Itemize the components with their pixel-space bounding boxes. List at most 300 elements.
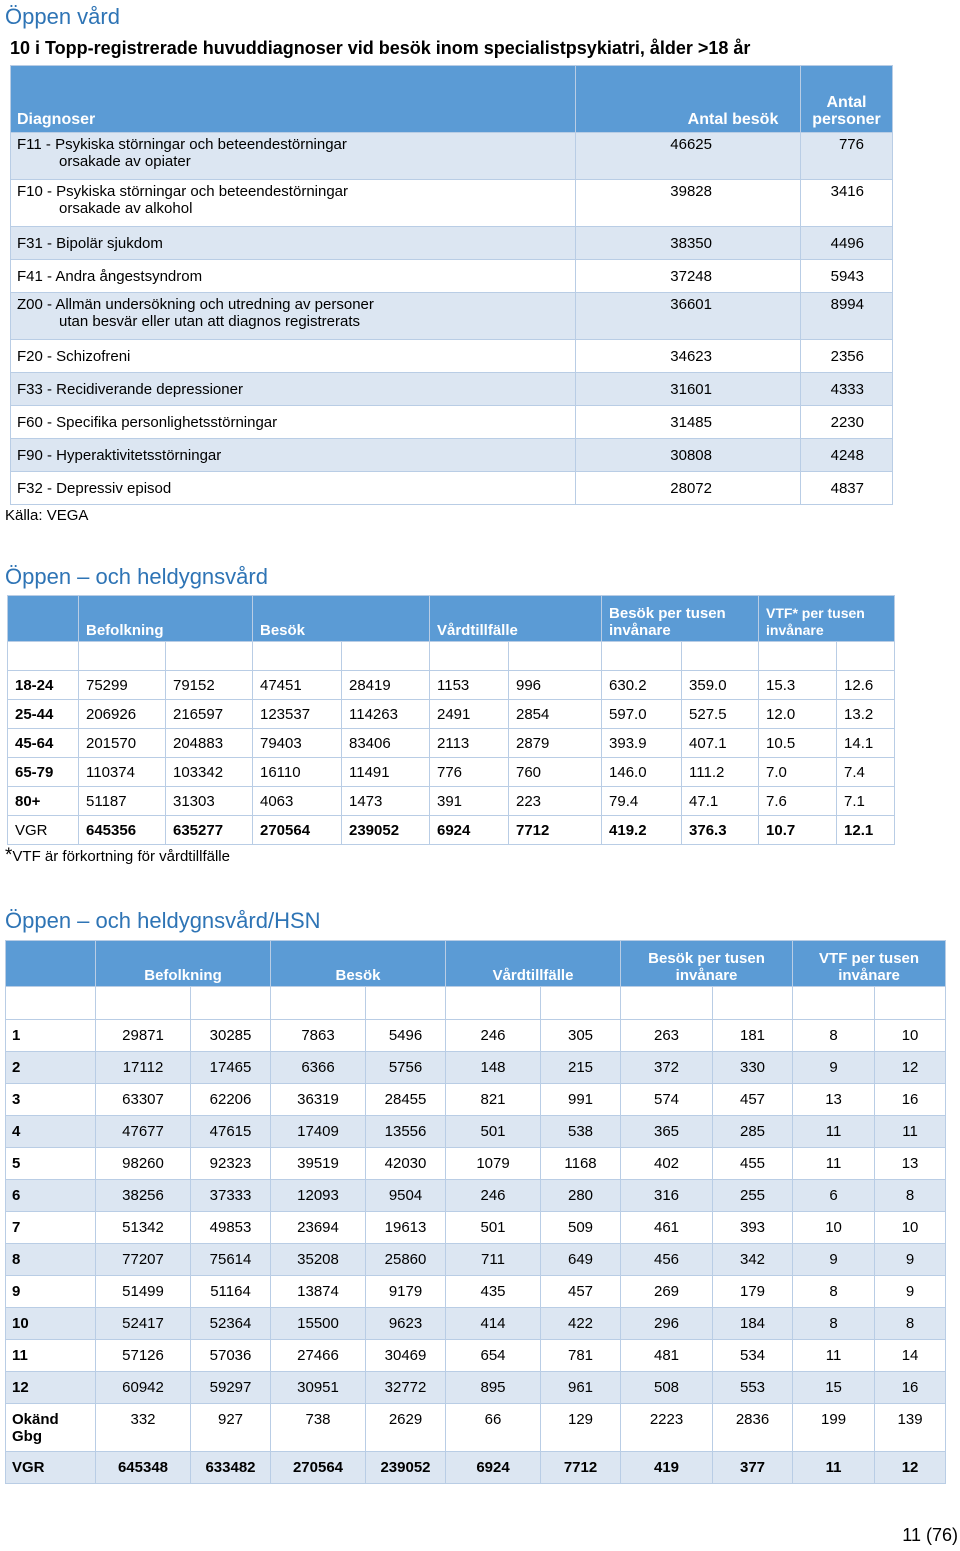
value-cell: 16	[875, 1084, 946, 1116]
table-row	[6, 1084, 946, 1116]
value-cell: 9	[875, 1244, 946, 1276]
value-cell: 23694	[271, 1212, 366, 1244]
value-cell: 12093	[271, 1180, 366, 1212]
value-cell: 83406	[342, 729, 430, 758]
value-cell: 316	[621, 1180, 713, 1212]
header-diagnoser: Diagnoser	[11, 66, 576, 133]
diagnosis-label-cont: orsakade av alkohol	[59, 200, 193, 217]
value-cell: 635277	[166, 816, 253, 845]
group-header: Befolkning	[96, 941, 271, 987]
antal-personer-cell: 4248	[801, 439, 893, 472]
value-cell: 359.0	[682, 671, 759, 700]
value-cell: 574	[621, 1084, 713, 1116]
sub-header: Man	[366, 987, 446, 1020]
diagnosis-cell	[11, 133, 576, 180]
value-cell: 285	[713, 1116, 793, 1148]
value-cell: 2879	[509, 729, 602, 758]
value-cell: 961	[541, 1372, 621, 1404]
value-cell: 75299	[79, 671, 166, 700]
row-label-cell: 65-79	[8, 758, 79, 787]
value-cell: 2629	[366, 1404, 446, 1452]
value-cell: 8	[793, 1276, 875, 1308]
value-cell: 645348	[96, 1452, 191, 1484]
value-cell: 455	[713, 1148, 793, 1180]
value-cell: 30469	[366, 1340, 446, 1372]
value-cell: 534	[713, 1340, 793, 1372]
value-cell: 255	[713, 1180, 793, 1212]
vtf-note	[5, 847, 230, 866]
value-cell: 223	[509, 787, 602, 816]
value-cell: 263	[621, 1020, 713, 1052]
value-cell: 996	[509, 671, 602, 700]
value-cell: 13556	[366, 1116, 446, 1148]
value-cell: 12.0	[759, 700, 837, 729]
value-cell: 51164	[191, 1276, 271, 1308]
value-cell: 14	[875, 1340, 946, 1372]
value-cell: 15500	[271, 1308, 366, 1340]
value-cell: 184	[713, 1308, 793, 1340]
section-heading-oppen-vard: Öppen vård	[5, 4, 120, 29]
value-cell: 199	[793, 1404, 875, 1452]
value-cell: 553	[713, 1372, 793, 1404]
value-cell: 201570	[79, 729, 166, 758]
value-cell: 179	[713, 1276, 793, 1308]
row-label-cell: 9	[6, 1276, 96, 1308]
row-label-cell: 25-44	[8, 700, 79, 729]
sub-header: Man	[837, 642, 895, 671]
value-cell: 376.3	[682, 816, 759, 845]
value-cell: 1079	[446, 1148, 541, 1180]
value-cell: 59297	[191, 1372, 271, 1404]
value-cell: 37333	[191, 1180, 271, 1212]
group-header: VTF per tusen invånare	[793, 941, 946, 987]
row-label-cell: VGR	[8, 816, 79, 845]
value-cell: 47451	[253, 671, 342, 700]
value-cell: 146.0	[602, 758, 682, 787]
sub-header: Man	[541, 987, 621, 1020]
value-cell: 15	[793, 1372, 875, 1404]
diagnosis-cell	[11, 227, 576, 260]
value-cell: 92323	[191, 1148, 271, 1180]
table-row	[8, 700, 895, 729]
value-cell: 79.4	[602, 787, 682, 816]
value-cell: 419.2	[602, 816, 682, 845]
sub-header: Man	[875, 987, 946, 1020]
value-cell: 98260	[96, 1148, 191, 1180]
antal-besok-cell: 36601	[576, 293, 801, 340]
value-cell: 77207	[96, 1244, 191, 1276]
value-cell: 123537	[253, 700, 342, 729]
antal-personer-cell: 776	[801, 133, 893, 180]
group-header-blank	[6, 941, 96, 987]
value-cell: 365	[621, 1116, 713, 1148]
group-header: Besök	[253, 596, 430, 642]
sub-header: Man	[509, 642, 602, 671]
antal-besok-cell: 31601	[576, 373, 801, 406]
value-cell: 204883	[166, 729, 253, 758]
sub-header: Kvinna	[759, 642, 837, 671]
diagnosis-label: F90 - Hyperaktivitetsstörningar	[17, 447, 222, 464]
table-row	[11, 133, 893, 180]
value-cell: 31303	[166, 787, 253, 816]
value-cell: 38256	[96, 1180, 191, 1212]
table-row	[6, 1212, 946, 1244]
row-label-cell: 4	[6, 1116, 96, 1148]
antal-personer-cell: 4496	[801, 227, 893, 260]
table-row	[11, 373, 893, 406]
value-cell: 305	[541, 1020, 621, 1052]
value-cell: 181	[713, 1020, 793, 1052]
row-label-cell: Okänd Gbg	[6, 1404, 96, 1452]
value-cell: 9	[793, 1244, 875, 1276]
table-row	[11, 439, 893, 472]
value-cell: 13	[793, 1084, 875, 1116]
table-row	[11, 340, 893, 373]
table-row	[6, 1340, 946, 1372]
value-cell: 19613	[366, 1212, 446, 1244]
value-cell: 66	[446, 1404, 541, 1452]
value-cell: 29871	[96, 1020, 191, 1052]
value-cell: 30285	[191, 1020, 271, 1052]
table-row	[11, 260, 893, 293]
row-label-cell: 6	[6, 1180, 96, 1212]
value-cell: 7.6	[759, 787, 837, 816]
group-header: Vårdtillfälle	[446, 941, 621, 987]
value-cell: 39519	[271, 1148, 366, 1180]
value-cell: 538	[541, 1116, 621, 1148]
value-cell: 481	[621, 1340, 713, 1372]
antal-besok-cell: 28072	[576, 472, 801, 505]
table-row	[6, 1052, 946, 1084]
value-cell: 2491	[430, 700, 509, 729]
value-cell: 49853	[191, 1212, 271, 1244]
value-cell: 391	[430, 787, 509, 816]
antal-personer-cell: 4333	[801, 373, 893, 406]
value-cell: 27466	[271, 1340, 366, 1372]
value-cell: 654	[446, 1340, 541, 1372]
sub-header: Man	[342, 642, 430, 671]
value-cell: 457	[713, 1084, 793, 1116]
value-cell: 28455	[366, 1084, 446, 1116]
value-cell: 9504	[366, 1180, 446, 1212]
group-header: Befolkning	[79, 596, 253, 642]
value-cell: 738	[271, 1404, 366, 1452]
diagnosis-cell	[11, 439, 576, 472]
value-cell: 8	[793, 1020, 875, 1052]
sub-header: Man	[166, 642, 253, 671]
diagnosis-label-cont: orsakade av opiater	[59, 153, 191, 170]
row-label-cell: 2	[6, 1052, 96, 1084]
value-cell: 6924	[430, 816, 509, 845]
value-cell: 6366	[271, 1052, 366, 1084]
value-cell: 32772	[366, 1372, 446, 1404]
diagnosis-cell	[11, 180, 576, 227]
value-cell: 10	[793, 1212, 875, 1244]
value-cell: 42030	[366, 1148, 446, 1180]
value-cell: 342	[713, 1244, 793, 1276]
value-cell: 760	[509, 758, 602, 787]
value-cell: 1168	[541, 1148, 621, 1180]
value-cell: 11	[793, 1116, 875, 1148]
sub-header: HSN	[6, 987, 96, 1020]
value-cell: 527.5	[682, 700, 759, 729]
sub-header: Man	[713, 987, 793, 1020]
table-row	[11, 293, 893, 340]
value-cell: 630.2	[602, 671, 682, 700]
value-cell: 11491	[342, 758, 430, 787]
group-header: Vårdtillfälle	[430, 596, 602, 642]
value-cell: 17465	[191, 1052, 271, 1084]
vtf-note-text: VTF är förkortning för vårdtillfälle	[12, 848, 230, 865]
antal-personer-cell: 2230	[801, 406, 893, 439]
value-cell: 79152	[166, 671, 253, 700]
value-cell: 7712	[509, 816, 602, 845]
value-cell: 13874	[271, 1276, 366, 1308]
header-antal-besok: Antal besök	[576, 66, 801, 133]
sub-header: Kvinna	[621, 987, 713, 1020]
table-row	[6, 1244, 946, 1276]
sub-header: Man	[682, 642, 759, 671]
row-label-cell: 1	[6, 1020, 96, 1052]
table-row	[6, 1404, 946, 1452]
value-cell: 62206	[191, 1084, 271, 1116]
value-cell: 47677	[96, 1116, 191, 1148]
value-cell: 11	[793, 1148, 875, 1180]
page-number: 11 (76)	[902, 1525, 958, 1545]
value-cell: 372	[621, 1052, 713, 1084]
value-cell: 711	[446, 1244, 541, 1276]
row-label-cell: 10	[6, 1308, 96, 1340]
value-cell: 821	[446, 1084, 541, 1116]
source-note: Källa: VEGA	[5, 507, 89, 524]
sub-header: Kvinna	[79, 642, 166, 671]
row-label-cell: 18-24	[8, 671, 79, 700]
value-cell: 2113	[430, 729, 509, 758]
value-cell: 129	[541, 1404, 621, 1452]
sub-header: Kvinna	[253, 642, 342, 671]
value-cell: 12.1	[837, 816, 895, 845]
group-header: VTF* per tusen invånare	[759, 596, 895, 642]
value-cell: 461	[621, 1212, 713, 1244]
value-cell: 377	[713, 1452, 793, 1484]
value-cell: 781	[541, 1340, 621, 1372]
value-cell: 10	[875, 1020, 946, 1052]
row-label-cell: 3	[6, 1084, 96, 1116]
table-row	[6, 1116, 946, 1148]
diagnosis-cell	[11, 472, 576, 505]
value-cell: 7.0	[759, 758, 837, 787]
row-label-cell: 11	[6, 1340, 96, 1372]
value-cell: 7.4	[837, 758, 895, 787]
sub-header-row	[8, 642, 895, 671]
row-label-cell: 8	[6, 1244, 96, 1276]
group-header: Besök per tusen invånare	[621, 941, 793, 987]
value-cell: 114263	[342, 700, 430, 729]
value-cell: 509	[541, 1212, 621, 1244]
value-cell: 15.3	[759, 671, 837, 700]
value-cell: 12	[875, 1452, 946, 1484]
value-cell: 12.6	[837, 671, 895, 700]
value-cell: 8	[793, 1308, 875, 1340]
value-cell: 10	[875, 1212, 946, 1244]
diagnosis-label: F41 - Andra ångestsyndrom	[17, 268, 203, 285]
section-heading-hsn: Öppen – och heldygnsvård/HSN	[5, 908, 321, 933]
value-cell: 9	[875, 1276, 946, 1308]
value-cell: 1473	[342, 787, 430, 816]
table-row	[6, 1308, 946, 1340]
value-cell: 215	[541, 1052, 621, 1084]
value-cell: 148	[446, 1052, 541, 1084]
diagnosis-label: F11 - Psykiska störningar och beteendestörningar	[17, 136, 347, 153]
value-cell: 927	[191, 1404, 271, 1452]
value-cell: 47.1	[682, 787, 759, 816]
value-cell: 10.5	[759, 729, 837, 758]
value-cell: 110374	[79, 758, 166, 787]
table-row	[11, 472, 893, 505]
value-cell: 6924	[446, 1452, 541, 1484]
value-cell: 216597	[166, 700, 253, 729]
value-cell: 1153	[430, 671, 509, 700]
row-label-cell: 45-64	[8, 729, 79, 758]
value-cell: 269	[621, 1276, 713, 1308]
value-cell: 36319	[271, 1084, 366, 1116]
sub-header: Kvinna	[602, 642, 682, 671]
group-header-row	[8, 596, 895, 642]
diagnoses-table	[10, 65, 893, 505]
value-cell: 57126	[96, 1340, 191, 1372]
value-cell: 402	[621, 1148, 713, 1180]
table-row	[8, 671, 895, 700]
antal-personer-cell: 4837	[801, 472, 893, 505]
diagnosis-label: F60 - Specifika personlighetsstörningar	[17, 414, 278, 431]
table-row	[8, 758, 895, 787]
value-cell: 8	[875, 1180, 946, 1212]
value-cell: 501	[446, 1116, 541, 1148]
value-cell: 457	[541, 1276, 621, 1308]
value-cell: 52364	[191, 1308, 271, 1340]
value-cell: 239052	[342, 816, 430, 845]
row-label-cell: 12	[6, 1372, 96, 1404]
sub-header: Ålder	[8, 642, 79, 671]
antal-personer-cell: 3416	[801, 180, 893, 227]
value-cell: 7712	[541, 1452, 621, 1484]
header-antal-personer: Antal personer	[801, 66, 893, 133]
antal-personer-cell: 5943	[801, 260, 893, 293]
value-cell: 246	[446, 1180, 541, 1212]
value-cell: 633482	[191, 1452, 271, 1484]
value-cell: 414	[446, 1308, 541, 1340]
value-cell: 296	[621, 1308, 713, 1340]
value-cell: 9	[793, 1052, 875, 1084]
antal-besok-cell: 34623	[576, 340, 801, 373]
value-cell: 52417	[96, 1308, 191, 1340]
value-cell: 8	[875, 1308, 946, 1340]
value-cell: 47615	[191, 1116, 271, 1148]
sub-header: Kvinna	[793, 987, 875, 1020]
value-cell: 7863	[271, 1020, 366, 1052]
diagnosis-cell	[11, 293, 576, 340]
diagnosis-cell	[11, 373, 576, 406]
value-cell: 508	[621, 1372, 713, 1404]
sub-header: Män	[191, 987, 271, 1020]
table-row	[6, 1276, 946, 1308]
sub-header: Kvinnor	[96, 987, 191, 1020]
value-cell: 51499	[96, 1276, 191, 1308]
value-cell: 12	[875, 1052, 946, 1084]
value-cell: 51342	[96, 1212, 191, 1244]
group-header-blank	[8, 596, 79, 642]
antal-personer-cell: 2356	[801, 340, 893, 373]
value-cell: 435	[446, 1276, 541, 1308]
row-label-cell: VGR	[6, 1452, 96, 1484]
diagnosis-cell	[11, 260, 576, 293]
antal-personer-cell: 8994	[801, 293, 893, 340]
value-cell: 28419	[342, 671, 430, 700]
value-cell: 14.1	[837, 729, 895, 758]
row-label-cell: 7	[6, 1212, 96, 1244]
value-cell: 17112	[96, 1052, 191, 1084]
diagnosis-cell	[11, 406, 576, 439]
value-cell: 11	[793, 1452, 875, 1484]
value-cell: 419	[621, 1452, 713, 1484]
value-cell: 63307	[96, 1084, 191, 1116]
diagnosis-label: F31 - Bipolär sjukdom	[17, 235, 163, 252]
value-cell: 645356	[79, 816, 166, 845]
antal-besok-cell: 30808	[576, 439, 801, 472]
diagnosis-label: Z00 - Allmän undersökning och utredning av personer	[17, 296, 374, 313]
value-cell: 422	[541, 1308, 621, 1340]
table-row	[6, 1148, 946, 1180]
diagnosis-cell	[11, 340, 576, 373]
value-cell: 103342	[166, 758, 253, 787]
value-cell: 270564	[271, 1452, 366, 1484]
value-cell: 5756	[366, 1052, 446, 1084]
table-row	[11, 180, 893, 227]
value-cell: 246	[446, 1020, 541, 1052]
value-cell: 456	[621, 1244, 713, 1276]
sub-header: Kvinna	[446, 987, 541, 1020]
vtf-note-star: *	[5, 845, 13, 866]
value-cell: 75614	[191, 1244, 271, 1276]
value-cell: 10.7	[759, 816, 837, 845]
value-cell: 330	[713, 1052, 793, 1084]
value-cell: 11	[793, 1340, 875, 1372]
value-cell: 30951	[271, 1372, 366, 1404]
group-header-row	[6, 941, 946, 987]
value-cell: 649	[541, 1244, 621, 1276]
value-cell: 393	[713, 1212, 793, 1244]
value-cell: 6	[793, 1180, 875, 1212]
table1-title: 10 i Topp-registrerade huvuddiagnoser vid besök inom specialistpsykiatri, ålder >18 år	[10, 38, 751, 58]
value-cell: 280	[541, 1180, 621, 1212]
value-cell: 79403	[253, 729, 342, 758]
value-cell: 4063	[253, 787, 342, 816]
group-header: Besök per tusen invånare	[602, 596, 759, 642]
group-header: Besök	[271, 941, 446, 987]
sub-header: Kvinna	[271, 987, 366, 1020]
value-cell: 11	[875, 1116, 946, 1148]
table-row	[8, 729, 895, 758]
value-cell: 332	[96, 1404, 191, 1452]
value-cell: 16	[875, 1372, 946, 1404]
diagnosis-label: F32 - Depressiv episod	[17, 480, 172, 497]
table-row	[8, 816, 895, 845]
row-label-cell: 80+	[8, 787, 79, 816]
value-cell: 13.2	[837, 700, 895, 729]
sub-header-row	[6, 987, 946, 1020]
value-cell: 2223	[621, 1404, 713, 1452]
hsn-table	[5, 940, 946, 1484]
